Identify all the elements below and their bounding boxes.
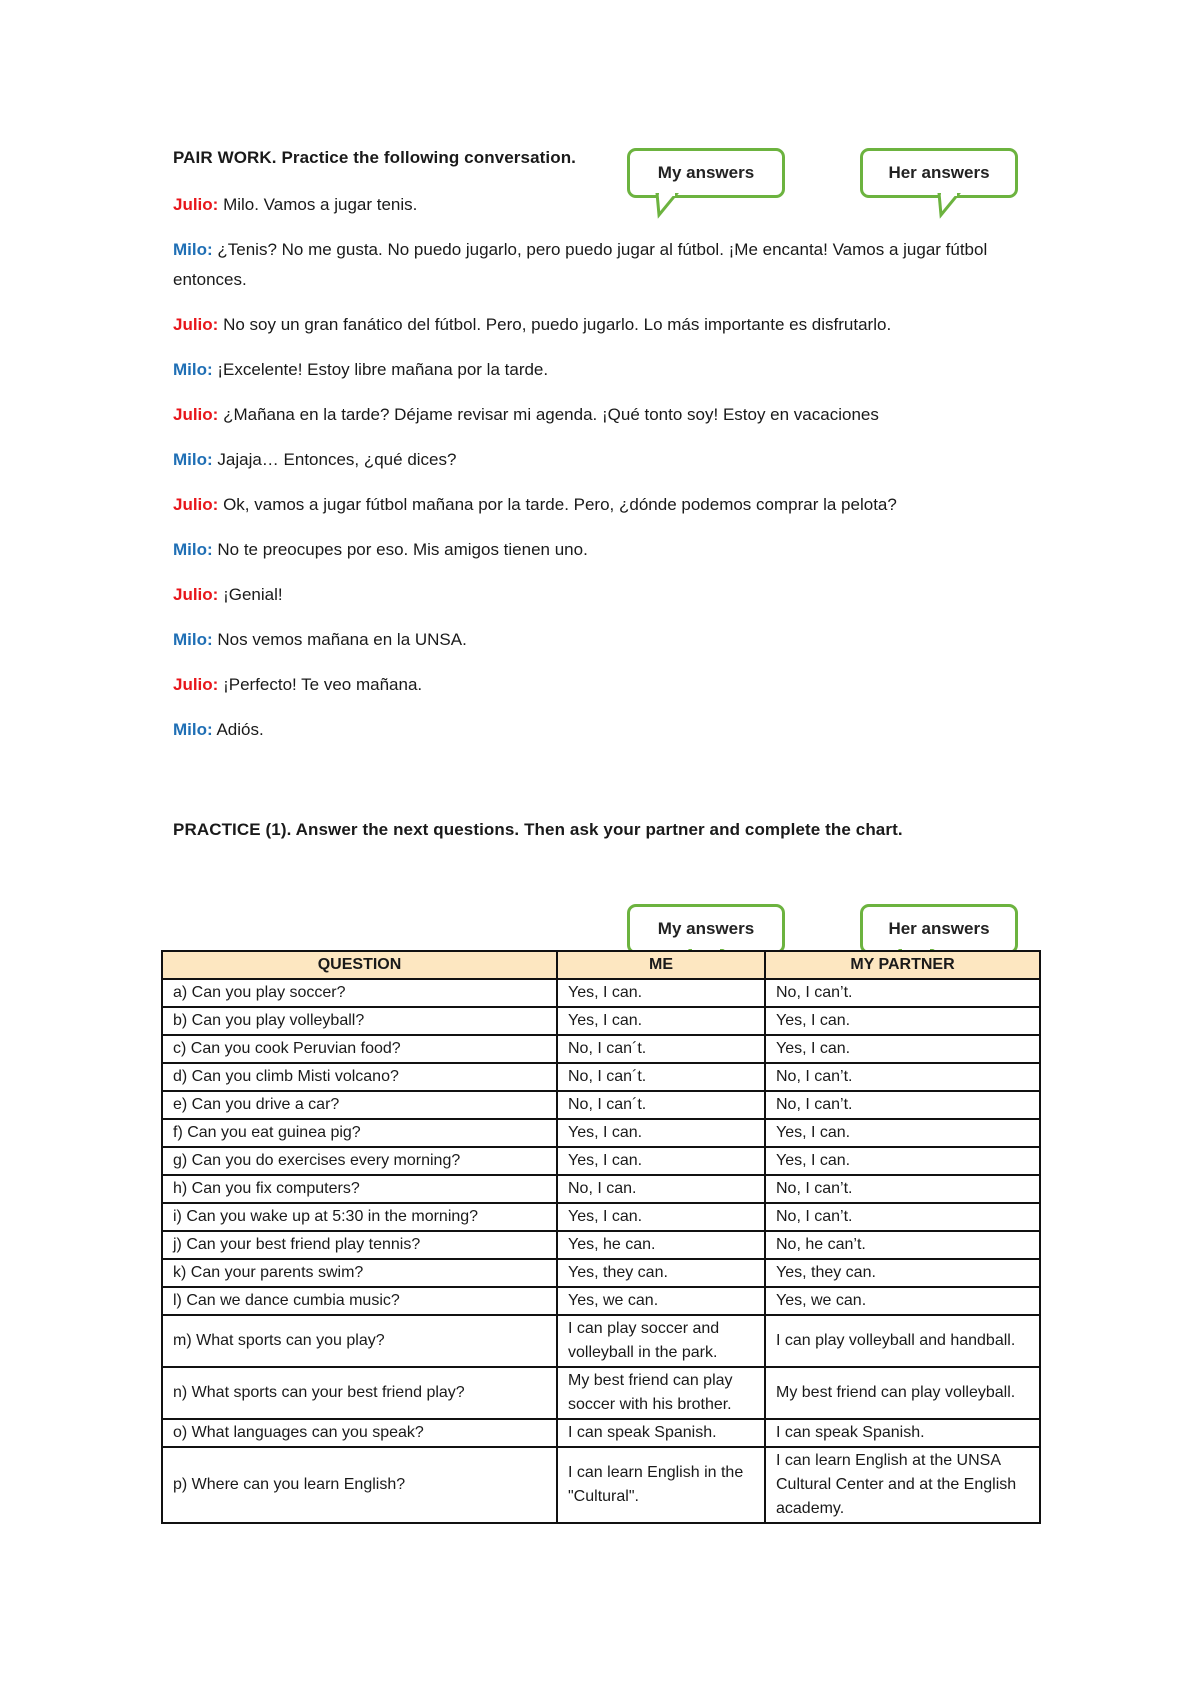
question-cell: f) Can you eat guinea pig? [162, 1119, 557, 1147]
speaker-julio: Julio: [173, 315, 219, 334]
speaker-julio: Julio: [173, 495, 219, 514]
dialogue-text: Jajaja… Entonces, ¿qué dices? [212, 450, 457, 469]
partner-cell: Yes, I can. [765, 1119, 1040, 1147]
dialogue-text: ¡Genial! [218, 585, 283, 604]
question-cell: i) Can you wake up at 5:30 in the morning? [162, 1203, 557, 1231]
me-cell: Yes, I can. [557, 979, 765, 1007]
header-my-partner: MY PARTNER [765, 951, 1040, 979]
speaker-julio: Julio: [173, 195, 219, 214]
practice-heading: PRACTICE (1). Answer the next questions. Then ask your partner and complete the chart. [173, 820, 903, 839]
table-row [162, 1367, 1040, 1419]
question-cell: p) Where can you learn English? [162, 1447, 557, 1523]
partner-cell: My best friend can play volleyball. [765, 1367, 1040, 1419]
speaker-milo: Milo: [173, 360, 213, 379]
speaker-milo: Milo: [173, 240, 213, 259]
me-cell: No, I can´t. [557, 1063, 765, 1091]
partner-cell: No, I can’t. [765, 1063, 1040, 1091]
partner-cell: I can play volleyball and handball. [765, 1315, 1040, 1367]
dialogue-text: Ok, vamos a jugar fútbol mañana por la tarde. Pero, ¿dónde podemos comprar la pelota? [218, 495, 897, 514]
me-cell: I can learn English in the "Cultural". [557, 1447, 765, 1523]
dialogue-line [173, 535, 1043, 565]
question-cell: g) Can you do exercises every morning? [162, 1147, 557, 1175]
my-answers-bubble: My answers [627, 148, 785, 198]
partner-cell: Yes, I can. [765, 1147, 1040, 1175]
dialogue-line [173, 235, 1043, 295]
header-me: ME [557, 951, 765, 979]
dialogue-text: Nos vemos mañana en la UNSA. [212, 630, 467, 649]
speaker-milo: Milo: [173, 720, 213, 739]
dialogue-text: Adiós. [212, 720, 264, 739]
table-row [162, 1315, 1040, 1367]
header-question: QUESTION [162, 951, 557, 979]
table-row [162, 1063, 1040, 1091]
me-cell: Yes, I can. [557, 1007, 765, 1035]
speaker-milo: Milo: [173, 630, 213, 649]
question-cell: l) Can we dance cumbia music? [162, 1287, 557, 1315]
table-row [162, 1175, 1040, 1203]
question-cell: e) Can you drive a car? [162, 1091, 557, 1119]
speaker-julio: Julio: [173, 585, 219, 604]
table-row [162, 1147, 1040, 1175]
dialogue-line [173, 190, 1043, 220]
partner-cell: No, I can’t. [765, 979, 1040, 1007]
question-cell: b) Can you play volleyball? [162, 1007, 557, 1035]
table-row [162, 1203, 1040, 1231]
partner-cell: No, he can’t. [765, 1231, 1040, 1259]
table-row [162, 979, 1040, 1007]
her-answers-bubble-chart: Her answers [860, 904, 1018, 954]
table-row [162, 1035, 1040, 1063]
dialogue-line [173, 715, 1043, 745]
dialogue-line [173, 310, 1043, 340]
question-cell: a) Can you play soccer? [162, 979, 557, 1007]
chart-header-row [162, 951, 1040, 979]
dialogue-text: ¡Perfecto! Te veo mañana. [218, 675, 423, 694]
dialogue-text: ¡Excelente! Estoy libre mañana por la tarde. [212, 360, 549, 379]
me-cell: I can play soccer and volleyball in the park. [557, 1315, 765, 1367]
me-cell: Yes, they can. [557, 1259, 765, 1287]
partner-cell: Yes, I can. [765, 1035, 1040, 1063]
table-row [162, 1287, 1040, 1315]
me-cell: No, I can´t. [557, 1035, 765, 1063]
question-cell: m) What sports can you play? [162, 1315, 557, 1367]
partner-cell: I can learn English at the UNSA Cultural Center and at the English academy. [765, 1447, 1040, 1523]
speaker-milo: Milo: [173, 540, 213, 559]
table-row [162, 1007, 1040, 1035]
dialogue-text: No soy un gran fanático del fútbol. Pero, puedo jugarlo. Lo más importante es disfrutarlo. [218, 315, 892, 334]
dialogue-line [173, 625, 1043, 655]
table-row [162, 1231, 1040, 1259]
speaker-julio: Julio: [173, 675, 219, 694]
dialogue-text: ¿Mañana en la tarde? Déjame revisar mi agenda. ¡Qué tonto soy! Estoy en vacaciones [218, 405, 879, 424]
me-cell: My best friend can play soccer with his brother. [557, 1367, 765, 1419]
table-row [162, 1259, 1040, 1287]
table-row [162, 1419, 1040, 1447]
me-cell: Yes, he can. [557, 1231, 765, 1259]
dialogue-text: ¿Tenis? No me gusta. No puedo jugarlo, pero puedo jugar al fútbol. ¡Me encanta! Vamos a jugar fútbol entonces. [173, 240, 988, 289]
question-cell: n) What sports can your best friend play? [162, 1367, 557, 1419]
partner-cell: Yes, we can. [765, 1287, 1040, 1315]
pair-work-heading: PAIR WORK. Practice the following conversation. [173, 148, 576, 167]
question-cell: h) Can you fix computers? [162, 1175, 557, 1203]
me-cell: No, I can. [557, 1175, 765, 1203]
question-cell: j) Can your best friend play tennis? [162, 1231, 557, 1259]
me-cell: Yes, we can. [557, 1287, 765, 1315]
my-answers-bubble-chart: My answers [627, 904, 785, 954]
dialogue-line [173, 355, 1043, 385]
me-cell: No, I can´t. [557, 1091, 765, 1119]
partner-cell: Yes, I can. [765, 1007, 1040, 1035]
dialogue-line [173, 670, 1043, 700]
dialogue-text: No te preocupes por eso. Mis amigos tienen uno. [212, 540, 588, 559]
dialogue-line [173, 400, 1043, 430]
speaker-julio: Julio: [173, 405, 219, 424]
question-cell: c) Can you cook Peruvian food? [162, 1035, 557, 1063]
me-cell: Yes, I can. [557, 1203, 765, 1231]
partner-cell: No, I can’t. [765, 1203, 1040, 1231]
dialogue-line [173, 580, 1043, 610]
table-row [162, 1447, 1040, 1523]
question-cell: d) Can you climb Misti volcano? [162, 1063, 557, 1091]
partner-cell: I can speak Spanish. [765, 1419, 1040, 1447]
question-cell: o) What languages can you speak? [162, 1419, 557, 1447]
partner-cell: No, I can’t. [765, 1091, 1040, 1119]
partner-cell: Yes, they can. [765, 1259, 1040, 1287]
question-cell: k) Can your parents swim? [162, 1259, 557, 1287]
me-cell: I can speak Spanish. [557, 1419, 765, 1447]
table-row [162, 1119, 1040, 1147]
partner-cell: No, I can’t. [765, 1175, 1040, 1203]
dialogue-line [173, 445, 1043, 475]
her-answers-bubble: Her answers [860, 148, 1018, 198]
me-cell: Yes, I can. [557, 1147, 765, 1175]
speaker-milo: Milo: [173, 450, 213, 469]
practice-chart [161, 950, 1041, 1524]
me-cell: Yes, I can. [557, 1119, 765, 1147]
table-row [162, 1091, 1040, 1119]
dialogue-text: Milo. Vamos a jugar tenis. [218, 195, 418, 214]
dialogue-line [173, 490, 1043, 520]
